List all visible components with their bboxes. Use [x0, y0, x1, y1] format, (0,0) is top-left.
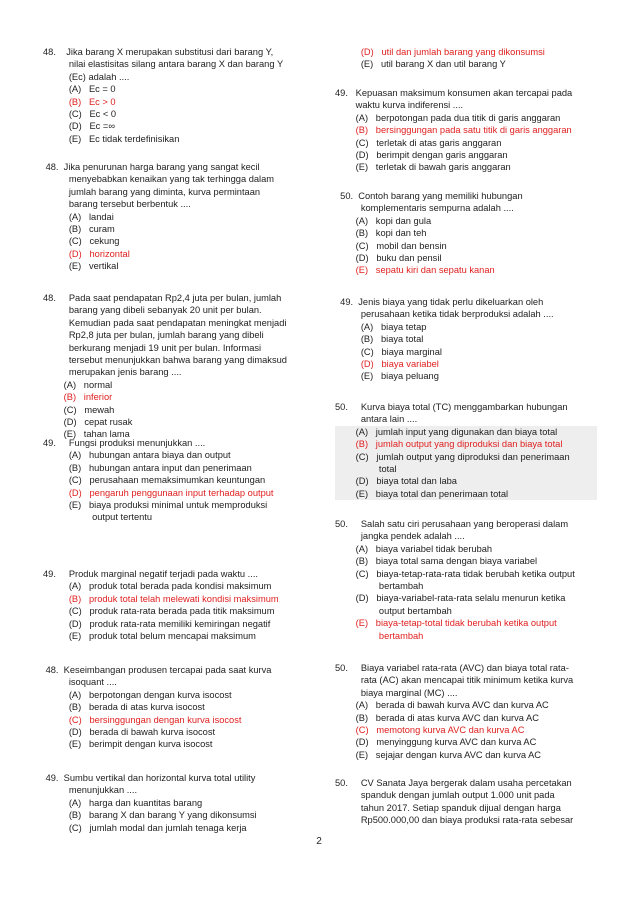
answer-option: (A) kopi dan gula: [335, 215, 432, 226]
question-text: rata (AC) akan mencapai titik minimum ketika kurva: [335, 675, 574, 686]
answer-option-correct: (C) memotong kurva AVC dan kurva AC: [335, 725, 525, 736]
question-block: [335, 296, 597, 383]
question-text: jumlah barang yang diminta, kurva permintaan: [43, 186, 261, 197]
answer-option: (E) produk total belum mencapai maksimum: [43, 631, 256, 642]
answer-option: (C) jumlah modal dan jumlah tenaga kerja: [43, 822, 247, 833]
answer-option: (C) Ec < 0: [43, 109, 117, 120]
answer-option: (B) kopi dan teh: [335, 228, 427, 239]
answer-option: (E) sejajar dengan kurva AVC dan kurva AC: [335, 749, 542, 760]
question-block: [335, 87, 597, 174]
answer-option: (B) biaya total: [335, 334, 424, 345]
question-block: [43, 568, 305, 642]
answer-option: (C) produk rata-rata berada pada titik maksimum: [43, 606, 275, 617]
question-text: nilai elastisitas silang antara barang X dan barang Y: [43, 59, 284, 70]
answer-option: (B) barang X dan barang Y yang dikonsumsi: [43, 810, 257, 821]
answer-option: (A) produk total berada pada kondisi maksimum: [43, 581, 272, 592]
question-block: [43, 437, 305, 524]
question-text: 50. Contoh barang yang memiliki hubungan: [335, 191, 523, 201]
question-text: 50. CV Sanata Jaya bergerak dalam usaha percetakan: [335, 778, 572, 788]
answer-option: (A) berada di bawah kurva AVC dan kurva AC: [335, 700, 549, 711]
answer-option: (A) jumlah input yang digunakan dan biaya total: [335, 426, 597, 438]
question-block: [335, 401, 597, 500]
answer-option: (E) berimpit dengan kurva isocost: [43, 739, 213, 750]
answer-option: bertambah: [335, 581, 424, 592]
question-text: antara lain ....: [335, 414, 418, 425]
answer-option: (E) vertikal: [43, 261, 119, 272]
question-text: Rp500.000,00 dan biaya produksi rata-rata sebesar: [335, 815, 574, 826]
question-text: 49. Produk marginal negatif terjadi pada waktu ....: [43, 569, 258, 579]
answer-option-correct: (B) Ec > 0: [43, 96, 116, 107]
answer-option: (D) buku dan pensil: [335, 253, 442, 264]
question-text: tahun 2017. Setiap spanduk dijual dengan harga: [335, 802, 561, 813]
question-text: 49. Sumbu vertikal dan horizontal kurva total utility: [43, 773, 256, 783]
question-block: [335, 777, 597, 827]
answer-option-correct: (D) biaya variabel: [335, 359, 439, 370]
question-text: isoquant ....: [43, 677, 117, 688]
question-text: Rp2,8 juta per bulan, jumlah barang yang dibeli: [43, 330, 264, 341]
answer-option: (D) produk rata-rata memiliki kemiringan negatif: [43, 618, 271, 629]
question-text: 48. Keseimbangan produsen tercapai pada saat kurva: [43, 665, 272, 675]
question-text: waktu kurva indiferensi ....: [335, 100, 464, 111]
answer-option: (C) cekung: [43, 236, 120, 247]
answer-option: (D) Ec =∞: [43, 121, 115, 132]
question-text: berkurang menjadi 19 unit per bulan. Informasi: [43, 342, 262, 353]
question-text: Kemudian pada saat pendapatan meningkat menjadi: [43, 317, 287, 328]
answer-option: total: [335, 463, 597, 475]
answer-option: (D) berimpit dengan garis anggaran: [335, 150, 508, 161]
answer-option: (C) perusahaan memaksimumkan keuntungan: [43, 475, 266, 486]
answer-option: output bertambah: [335, 605, 452, 616]
question-text: 48. Pada saat pendapatan Rp2,4 juta per bulan, jumlah: [43, 293, 282, 303]
question-block: [43, 161, 305, 273]
answer-option-correct: (E) biaya-tetap-total tidak berubah ketika output: [335, 618, 557, 629]
answer-option: (D) cepat rusak: [43, 417, 133, 428]
question-text: 49. Kepuasan maksimum konsumen akan tercapai pada: [335, 88, 573, 98]
answer-option: (A) biaya variabel tidak berubah: [335, 543, 493, 554]
answer-option: (D) menyinggung kurva AVC dan kurva AC: [335, 737, 537, 748]
answer-option: (E) terletak di bawah garis anggaran: [335, 162, 511, 173]
answer-option: (B) curam: [43, 224, 115, 235]
question-block: [335, 662, 597, 761]
question-text: 48. Jika barang X merupakan substitusi dari barang Y,: [43, 47, 274, 57]
question-block: [43, 772, 305, 834]
question-text: biaya marginal (MC) ....: [335, 687, 458, 698]
answer-option: output tertentu: [43, 512, 153, 523]
answer-option-correct: (B) inferior: [43, 392, 113, 403]
question-text: barang tersebut berbentuk ....: [43, 199, 191, 210]
answer-option: (D) biaya-variabel-rata-rata selalu menurun ketika: [335, 593, 566, 604]
question-block: [335, 190, 597, 277]
answer-option: (B) biaya total sama dengan biaya variabel: [335, 556, 538, 567]
answer-option-correct: (B) bersinggungan pada satu titik di garis anggaran: [335, 125, 572, 136]
answer-option: (E) biaya peluang: [335, 371, 439, 382]
answer-option: (A) berpotongan dengan kurva isocost: [43, 689, 232, 700]
answer-option-correct: (C) bersinggungan dengan kurva isocost: [43, 714, 242, 725]
answer-option: (B) hubungan antara input dan penerimaan: [43, 462, 252, 473]
answer-option: (B) berada di atas kurva isocost: [43, 702, 205, 713]
question-text: tersebut menunjukkan bahwa barang yang dimaksud: [43, 355, 287, 366]
question-text: 50. Kurva biaya total (TC) menggambarkan hubungan: [335, 402, 568, 412]
question-text: perusahaan ketika tidak berproduksi adalah ....: [335, 309, 554, 320]
answer-option-correct: (E) sepatu kiri dan sepatu kanan: [335, 265, 495, 276]
question-block: [43, 46, 305, 145]
answer-option: (C) biaya marginal: [335, 346, 442, 357]
question-text: 49. Jenis biaya yang tidak perlu dikeluarkan oleh: [335, 297, 544, 307]
answer-option-correct: (B) produk total telah melewati kondisi maksimum: [43, 593, 279, 604]
question-block: [43, 664, 305, 751]
question-block: [335, 518, 597, 642]
answer-option: (A) normal: [43, 379, 113, 390]
answer-option-correct: (D) horizontal: [43, 248, 130, 259]
question-text: menunjukkan ....: [43, 785, 138, 796]
answer-option-correct: (D) pengaruh penggunaan input terhadap output: [43, 487, 274, 498]
question-text: merupakan jenis barang ....: [43, 367, 182, 378]
answer-option: (D) biaya total dan laba: [335, 475, 597, 487]
question-text: komplementaris sempurna adalah ....: [335, 203, 514, 214]
answer-option: (A) berpotongan pada dua titik di garis anggaran: [335, 112, 561, 123]
question-text: barang yang dibeli sebanyak 20 unit per bulan.: [43, 305, 262, 316]
answer-option: (A) Ec = 0: [43, 84, 116, 95]
answer-option: (C) mewah: [43, 404, 115, 415]
answer-option: (C) terletak di atas garis anggaran: [335, 137, 502, 148]
answer-option: (A) landai: [43, 211, 114, 222]
question-text: (Ec) adalah ....: [43, 71, 130, 82]
answer-option: (C) jumlah output yang diproduksi dan penerimaan: [335, 451, 597, 463]
answer-option-correct: (B) jumlah output yang diproduksi dan biaya total: [335, 438, 597, 450]
question-text: spanduk dengan jumlah output 1.000 unit pada: [335, 790, 555, 801]
answer-option: (D) berada di bawah kurva isocost: [43, 727, 216, 738]
question-text: menyebabkan kenaikan yang tak terhingga dalam: [43, 174, 275, 185]
answer-option: (E) biaya produksi minimal untuk memproduksi: [43, 500, 268, 511]
question-text: 48. Jika penurunan harga barang yang sangat kecil: [43, 162, 260, 172]
answer-option-correct: bertambah: [335, 630, 424, 641]
question-text: 50. Salah satu ciri perusahaan yang beroperasi dalam: [335, 519, 569, 529]
answer-option: (A) biaya tetap: [335, 321, 427, 332]
answer-option: (C) biaya-tetap-rata-rata tidak berubah ketika output: [335, 568, 575, 579]
page-number: 2: [316, 836, 322, 847]
answer-option: (C) mobil dan bensin: [335, 240, 447, 251]
question-text: 50. Biaya variabel rata-rata (AVC) dan biaya total rata-: [335, 663, 569, 673]
answer-option: (B) berada di atas kurva AVC dan kurva AC: [335, 712, 539, 723]
answer-option: (E) Ec tidak terdefinisikan: [43, 133, 180, 144]
answer-option: (A) hubungan antara biaya dan output: [43, 450, 231, 461]
answer-option: (E) util barang X dan util barang Y: [335, 59, 506, 70]
answer-option: (A) harga dan kuantitas barang: [43, 797, 203, 808]
question-block: [335, 46, 597, 71]
answer-option: (E) tahan lama: [43, 429, 130, 440]
question-block: [43, 292, 305, 441]
question-text: jangka pendek adalah ....: [335, 531, 465, 542]
question-text: 49. Fungsi produksi menunjukkan ....: [43, 438, 206, 448]
answer-option-correct: (D) util dan jumlah barang yang dikonsumsi: [335, 47, 545, 57]
answer-option: (E) biaya total dan penerimaan total: [335, 488, 597, 500]
